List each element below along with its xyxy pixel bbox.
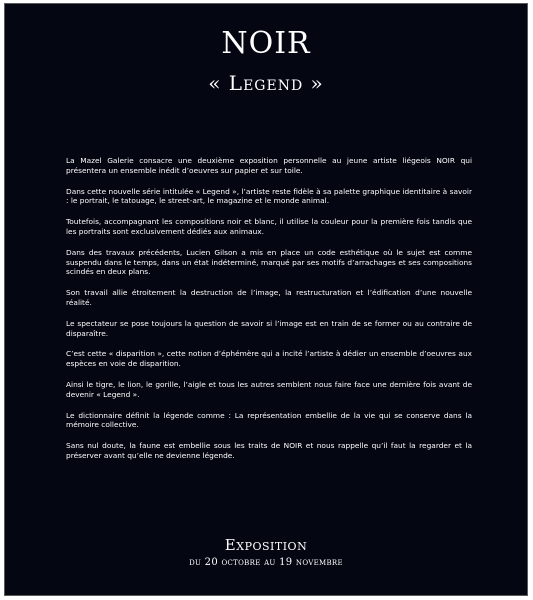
paragraph: Dans des travaux précédents, Lucien Gilson a mis en place un code esthétique où le sujet est comme suspendu dans le temps, dans un état indéterminé, marqué par ses motifs d’arrachages et ses compositions scindés en deux plans. [66, 247, 472, 277]
paragraph: Dans cette nouvelle série intitulée « Legend », l’artiste reste fidèle à sa palette graphique identitaire à savoir : le portrait, le tatouage, le street-art, le magazine et le monde animal. [66, 186, 472, 206]
description-text [66, 156, 472, 472]
exhibition-poster [4, 3, 528, 596]
paragraph: C’est cette « disparition », cette notion d’éphémère qui a incité l’artiste à dédier un ensemble d’oeuvres aux espèces en voie de disparition. [66, 349, 472, 369]
exhibition-heading: Exposition [224, 536, 308, 554]
paragraph: Sans nul doute, la faune est embellie sous les traits de NOIR et nous rappelle qu’il faut la regarder et la préserver avant qu’elle ne devienne légende. [66, 441, 472, 460]
exhibition-dates: du 20 octobre au 19 novembre [189, 557, 343, 568]
paragraph: Le spectateur se pose toujours la question de savoir si l’image est en train de se former ou au contraire de disparaître. [66, 318, 472, 338]
paragraph: Toutefois, accompagnant les compositions noir et blanc, il utilise la couleur pour la première fois tandis que les portraits sont exclusivement dédiés aux animaux. [66, 217, 472, 236]
paragraph: Le dictionnaire définit la légende comme : La représentation embellie de la vie qui se conserve dans la mémoire collective. [66, 410, 472, 430]
paragraph: Son travail allie étroitement la destruction de l’image, la restructuration et l’édification d’une nouvelle réalité. [66, 288, 472, 307]
paragraph: La Mazel Galerie consacre une deuxième exposition personnelle au jeune artiste liégeois NOIR qui présentera un ensemble inédit d’oeuvres sur papier et sur toile. [66, 156, 472, 175]
page-title: NOIR [221, 26, 311, 61]
page-subtitle: « Legend » [208, 71, 324, 95]
paragraph: Ainsi le tigre, le lion, le gorille, l’aigle et tous les autres semblent nous faire face une dernière fois avant de devenir « Legend ». [66, 379, 472, 399]
